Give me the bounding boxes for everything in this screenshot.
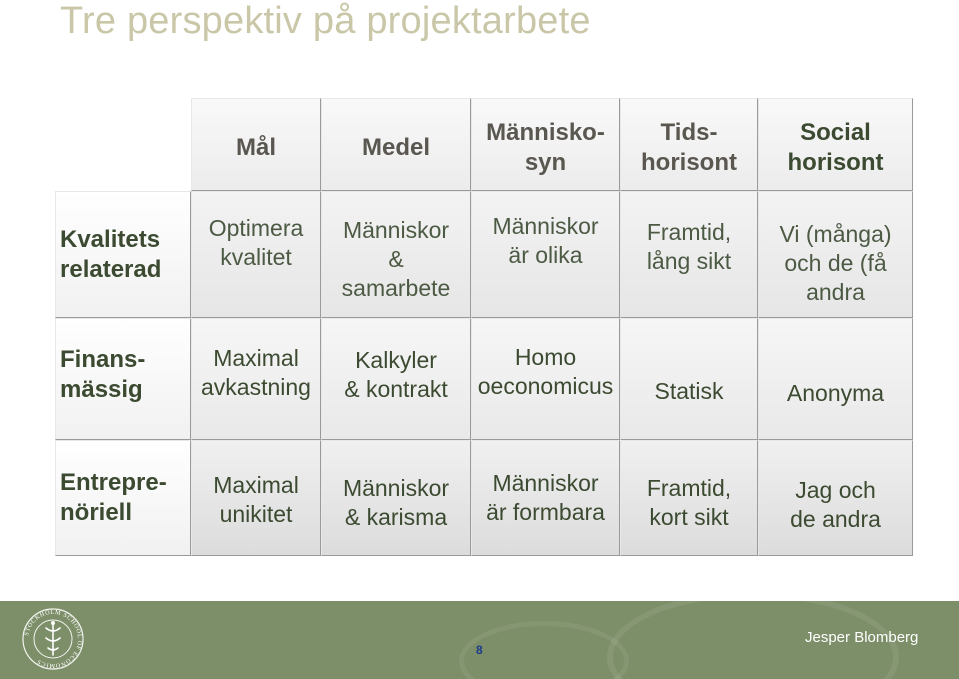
author-name: Jesper Blomberg (805, 629, 919, 646)
column-header-human-view (471, 98, 620, 191)
cell-line: Människor (342, 475, 450, 501)
row-label-quality (55, 191, 191, 318)
column-header-line: Tids- (660, 118, 718, 146)
column-header-line: horisont (787, 148, 884, 176)
cell-financial-means (321, 318, 471, 440)
cell-line: samarbete (341, 274, 451, 301)
cell-line: Människor (342, 217, 450, 243)
stockholm-school-of-economics-seal-icon (22, 608, 84, 670)
column-header-social-horizon (758, 98, 913, 191)
cell-entrepreneurial-human-view (471, 440, 620, 556)
cell-entrepreneurial-social-horizon (758, 440, 913, 556)
row-label-line: Kvalitets (60, 225, 161, 253)
column-header-line: horisont (641, 148, 737, 176)
row-label-line: Entrepre- (60, 469, 167, 496)
column-header-line: Människo- (486, 118, 605, 146)
cell-quality-means (321, 191, 471, 318)
cell-line: oeconomicus (477, 372, 614, 399)
cell-financial-social-horizon (758, 318, 913, 440)
cell-line: Homo (514, 344, 577, 370)
cell-line: är olika (508, 241, 583, 268)
cell-line: de andra (790, 505, 881, 532)
row-label-line: Finans- (60, 346, 146, 373)
column-header-line: Social (800, 118, 871, 146)
cell-line: unikitet (219, 500, 293, 527)
cell-quality-social-horizon (758, 191, 913, 318)
cell-line: kvalitet (220, 243, 292, 270)
row-label-financial (55, 318, 191, 440)
cell-financial-goal (191, 318, 321, 440)
row-label-line: relaterad (60, 255, 162, 283)
column-header-means (321, 98, 471, 191)
seal-text: STOCKHOLM SCHOOL OF ECONOMICS (23, 608, 84, 670)
cell-quality-time-horizon (620, 191, 758, 318)
cell-line: kort sikt (649, 503, 729, 530)
cell-line: & kontrakt (344, 375, 448, 402)
cell-line: & karisma (344, 503, 448, 530)
cell-line: Statisk (654, 378, 724, 404)
cell-line: Optimera (208, 215, 304, 241)
cell-line: Vi (många) (779, 221, 892, 247)
cell-line: Jag och (795, 477, 876, 503)
column-header-line: syn (524, 148, 567, 176)
cell-line: Maximal (213, 345, 299, 371)
cell-line: Anonyma (786, 380, 885, 406)
column-header-line: Mål (235, 133, 276, 161)
row-label-entrepreneurial (55, 440, 191, 556)
cell-entrepreneurial-means (321, 440, 471, 556)
cell-line: andra (806, 278, 865, 305)
cell-line: Framtid, (646, 475, 732, 501)
cell-quality-goal (191, 191, 321, 318)
cell-entrepreneurial-goal (191, 440, 321, 556)
cell-line: Människor (492, 213, 599, 239)
footer-watermark (459, 621, 629, 679)
slide-title: Tre perspektiv på projektarbete (60, 0, 591, 42)
cell-line: Kalkyler (355, 347, 437, 373)
cell-line: Framtid, (646, 219, 732, 245)
column-header-time-horizon (620, 98, 758, 191)
cell-quality-human-view (471, 191, 620, 318)
cell-financial-time-horizon (620, 318, 758, 440)
page-number: 8 (476, 643, 483, 657)
cell-entrepreneurial-time-horizon (620, 440, 758, 556)
cell-line: lång sikt (646, 247, 732, 274)
cell-line: är formbara (486, 498, 605, 525)
row-label-line: nöriell (60, 499, 133, 526)
cell-financial-human-view (471, 318, 620, 440)
row-label-line: mässig (60, 376, 143, 403)
column-header-line: Medel (361, 133, 430, 161)
cell-line: avkastning (201, 373, 311, 400)
cell-line: Människor (492, 470, 599, 496)
cell-line: Maximal (213, 472, 299, 498)
cell-line: & (388, 245, 404, 272)
column-header-goal (191, 98, 321, 191)
cell-line: och de (få (784, 249, 887, 276)
